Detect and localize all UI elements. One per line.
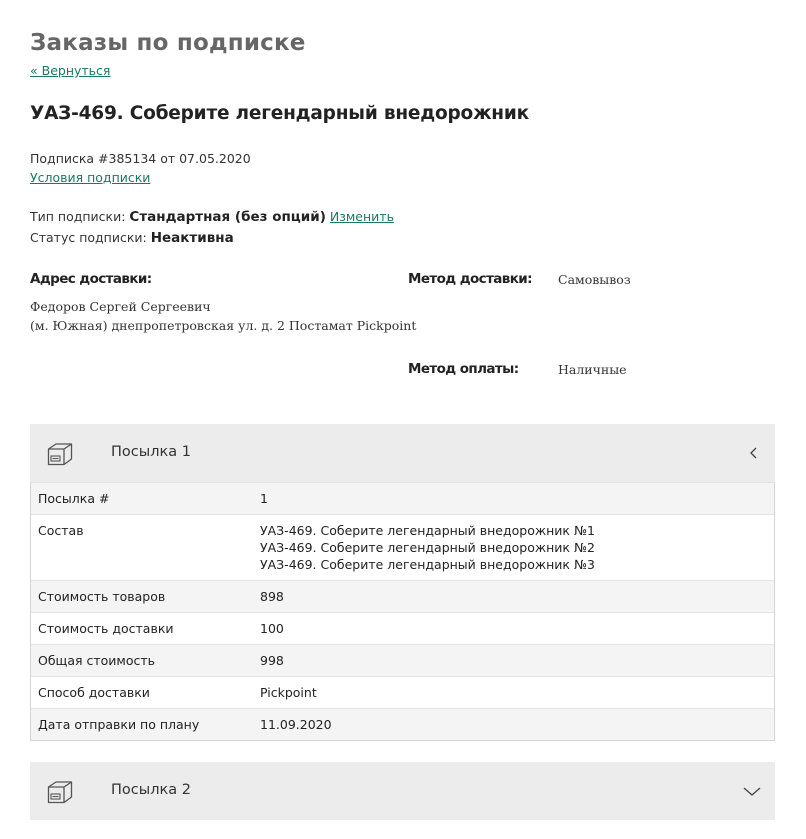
delivery-address-label: Адрес доставки: <box>30 271 152 287</box>
parcel-number-label: Посылка # <box>38 491 110 506</box>
delivery-cost-label: Стоимость доставки <box>38 621 174 636</box>
subscription-type-value: Стандартная (без опций) <box>129 209 326 225</box>
parcel-1-title: Посылка 1 <box>111 444 191 460</box>
parcel-contents-label: Состав <box>38 523 84 538</box>
chevron-down-icon[interactable] <box>743 784 761 798</box>
box-icon <box>47 442 73 466</box>
subscription-type-label: Тип подписки: <box>30 209 126 224</box>
subscription-number: Подписка #385134 от 07.05.2020 <box>30 151 251 166</box>
list-item: УАЗ-469. Соберите легендарный внедорожник №3 <box>260 557 595 572</box>
table-row <box>31 708 774 740</box>
delivery-recipient: Федоров Сергей Сергеевич <box>30 299 211 314</box>
table-row <box>31 676 774 708</box>
delivery-method-label: Метод доставки: <box>408 271 532 287</box>
delivery-cost-value: 100 <box>260 621 284 636</box>
list-item: УАЗ-469. Соберите легендарный внедорожник №1 <box>260 523 595 538</box>
payment-method-value: Наличные <box>558 362 627 377</box>
table-row <box>31 580 774 612</box>
shipping-method-label: Способ доставки <box>38 685 150 700</box>
parcel-2-title: Посылка 2 <box>111 782 191 798</box>
subscription-status <box>30 230 234 246</box>
table-row <box>31 644 774 676</box>
total-cost-label: Общая стоимость <box>38 653 155 668</box>
change-subscription-link[interactable]: Изменить <box>329 209 394 224</box>
payment-method-label: Метод оплаты: <box>408 361 519 377</box>
chevron-left-icon[interactable] <box>747 446 761 460</box>
subscription-type <box>30 209 394 225</box>
ship-date-label: Дата отправки по плану <box>38 717 200 732</box>
goods-cost-label: Стоимость товаров <box>38 589 166 604</box>
shipping-method-value: Pickpoint <box>260 685 317 700</box>
subscription-terms-link[interactable]: Условия подписки <box>30 170 151 185</box>
parcel-number-value: 1 <box>260 491 268 506</box>
table-row <box>31 612 774 644</box>
delivery-address: (м. Южная) днепропетровская ул. д. 2 Постамат Pickpoint <box>30 318 417 333</box>
product-title: УАЗ-469. Соберите легендарный внедорожник <box>30 103 529 124</box>
parcel-1-header[interactable] <box>30 424 775 482</box>
subscription-status-value: Неактивна <box>150 230 234 246</box>
total-cost-value: 998 <box>260 653 284 668</box>
subscription-status-label: Статус подписки: <box>30 230 147 245</box>
ship-date-value: 11.09.2020 <box>260 717 332 732</box>
parcel-1-table <box>30 482 775 741</box>
parcel-2-header[interactable] <box>30 762 775 820</box>
back-link[interactable]: « Вернуться <box>30 63 111 78</box>
goods-cost-value: 898 <box>260 589 284 604</box>
page-title: Заказы по подписке <box>30 30 306 56</box>
table-row <box>31 482 774 514</box>
box-icon <box>47 780 73 804</box>
delivery-method-value: Самовывоз <box>558 272 631 287</box>
list-item: УАЗ-469. Соберите легендарный внедорожник №2 <box>260 540 595 555</box>
parcel-contents-value <box>253 515 774 580</box>
table-row <box>31 514 774 580</box>
